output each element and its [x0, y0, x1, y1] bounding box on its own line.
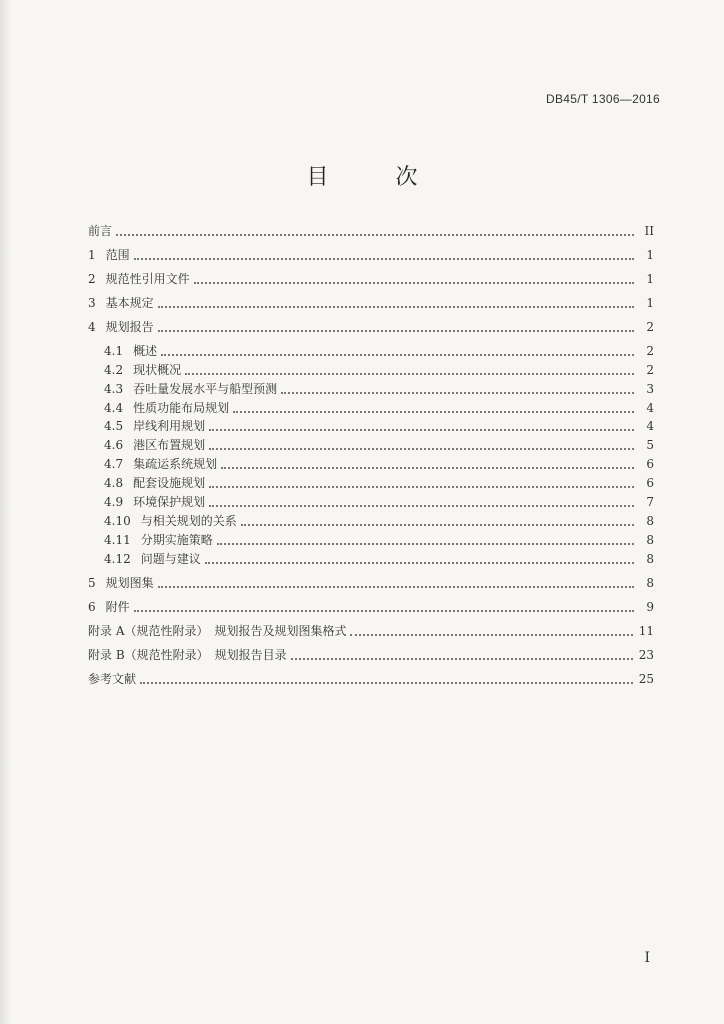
toc-leader: [291, 658, 633, 660]
toc-entry-number: 4.8: [104, 476, 124, 490]
toc-entry-foreword[interactable]: [88, 222, 654, 240]
toc-entry-page: 23: [638, 648, 654, 662]
toc-entry-text: 参考文献: [88, 672, 137, 686]
toc-entry-text: 性质功能布局规划: [133, 401, 230, 415]
toc-entry-text: 现状概况: [133, 363, 182, 377]
toc-leader: [221, 467, 634, 469]
toc-entry-number: 4.3: [104, 382, 124, 396]
toc-entry-4[interactable]: [88, 318, 654, 336]
toc-entry-3[interactable]: [88, 294, 654, 312]
toc-entry-text: 集疏运系统规划: [133, 457, 218, 471]
toc-entry-number: 4: [88, 320, 96, 334]
toc-entry-number: 4.11: [104, 533, 131, 547]
toc-entry-page: II: [644, 224, 654, 238]
toc-leader: [158, 330, 634, 332]
toc-leader: [209, 429, 634, 431]
toc-entry-4-5[interactable]: [104, 417, 654, 435]
toc-entry-text: 附件: [105, 600, 130, 614]
toc-entry-4-3[interactable]: [104, 380, 654, 398]
toc-entry-page: 5: [646, 438, 654, 452]
toc-entry-number: 4.12: [104, 552, 131, 566]
toc-entry-page: 4: [646, 419, 654, 433]
toc-entry-text: 前言: [88, 224, 113, 238]
toc-entry-page: 9: [646, 600, 654, 614]
toc-entry-appendix-a[interactable]: [88, 622, 654, 640]
toc-leader: [134, 610, 634, 612]
toc-leader: [194, 282, 634, 284]
toc-entry-number: 5: [88, 576, 96, 590]
toc-entry-number: 3: [88, 296, 96, 310]
toc-entry-text: 规划报告: [105, 320, 154, 334]
toc-entry-text: 规划图集: [105, 576, 154, 590]
document-code: DB45/T 1306—2016: [546, 92, 660, 106]
toc-leader: [281, 392, 634, 394]
toc-leader: [185, 373, 634, 375]
toc-entry-6[interactable]: [88, 598, 654, 616]
toc-entry-4-1[interactable]: [104, 342, 654, 360]
toc-leader: [116, 234, 634, 236]
toc-entry-text: 吞吐量发展水平与船型预测: [133, 382, 278, 396]
toc-entry-text: 港区布置规划: [133, 438, 206, 452]
toc-entry-page: 3: [646, 382, 654, 396]
toc-leader: [140, 682, 633, 684]
toc-entry-text: 附录 B（规范性附录） 规划报告目录: [88, 648, 287, 662]
toc-entry-4-10[interactable]: [104, 512, 654, 530]
toc-entry-number: 4.10: [104, 514, 131, 528]
toc-entry-text: 范围: [105, 248, 130, 262]
toc-entry-page: 8: [646, 533, 654, 547]
toc-entry-text: 基本规定: [105, 296, 154, 310]
page-number: I: [644, 950, 650, 966]
scan-edge-shadow: [0, 0, 12, 1024]
toc-entry-page: 1: [646, 272, 654, 286]
toc-entry-page: 6: [646, 476, 654, 490]
toc-entry-page: 2: [646, 320, 654, 334]
toc-entry-number: 4.1: [104, 344, 124, 358]
toc-entry-4-2[interactable]: [104, 361, 654, 379]
toc-entry-page: 8: [646, 576, 654, 590]
toc-entry-page: 4: [646, 401, 654, 415]
toc-entry-number: 4.5: [104, 419, 124, 433]
toc-entry-text: 环境保护规划: [133, 495, 206, 509]
toc-entry-number: 4.2: [104, 363, 124, 377]
toc-entry-page: 25: [638, 672, 654, 686]
toc-leader: [209, 486, 634, 488]
toc-leader: [205, 562, 634, 564]
toc-entry-1[interactable]: [88, 246, 654, 264]
toc-entry-text: 概述: [133, 344, 158, 358]
toc-entry-page: 8: [646, 514, 654, 528]
toc-leader: [158, 306, 634, 308]
toc-entry-4-4[interactable]: [104, 399, 654, 417]
toc-entry-text: 岸线利用规划: [133, 419, 206, 433]
toc-entry-5[interactable]: [88, 574, 654, 592]
toc-entry-4-9[interactable]: [104, 493, 654, 511]
toc-entry-4-11[interactable]: [104, 531, 654, 549]
toc-entry-number: 4.7: [104, 457, 124, 471]
toc-leader: [161, 354, 634, 356]
toc-entry-text: 配套设施规划: [133, 476, 206, 490]
toc-entry-appendix-b[interactable]: [88, 646, 654, 664]
toc-entry-page: 6: [646, 457, 654, 471]
toc-leader: [241, 524, 634, 526]
toc-entry-number: 4.6: [104, 438, 124, 452]
toc-entry-text: 分期实施策略: [140, 533, 213, 547]
toc-leader: [217, 543, 634, 545]
toc-entry-number: 1: [88, 248, 96, 262]
toc-leader: [209, 448, 634, 450]
toc-entry-text: 附录 A（规范性附录） 规划报告及规划图集格式: [88, 624, 347, 638]
toc-leader: [209, 505, 634, 507]
toc-entry-page: 1: [646, 296, 654, 310]
toc-entry-number: 2: [88, 272, 96, 286]
page-title: 目 次: [306, 165, 448, 190]
toc-leader: [134, 258, 634, 260]
toc-entry-2[interactable]: [88, 270, 654, 288]
toc-entry-page: 2: [646, 344, 654, 358]
toc-entry-4-12[interactable]: [104, 550, 654, 568]
toc-entry-references[interactable]: [88, 670, 654, 688]
toc-entry-number: 4.9: [104, 495, 124, 509]
toc-entry-page: 1: [646, 248, 654, 262]
toc-entry-text: 与相关规划的关系: [140, 514, 237, 528]
toc-entry-4-8[interactable]: [104, 474, 654, 492]
toc-entry-4-6[interactable]: [104, 436, 654, 454]
toc-entry-number: 4.4: [104, 401, 124, 415]
toc-entry-text: 问题与建议: [140, 552, 201, 566]
toc-entry-text: 规范性引用文件: [105, 272, 190, 286]
toc-leader: [233, 411, 634, 413]
toc-entry-number: 6: [88, 600, 96, 614]
toc-entry-page: 2: [646, 363, 654, 377]
toc-entry-page: 8: [646, 552, 654, 566]
toc-entry-page: 7: [646, 495, 654, 509]
toc-leader: [350, 634, 632, 636]
toc-entry-4-7[interactable]: [104, 455, 654, 473]
toc-leader: [158, 586, 634, 588]
toc-entry-page: 11: [638, 624, 654, 638]
